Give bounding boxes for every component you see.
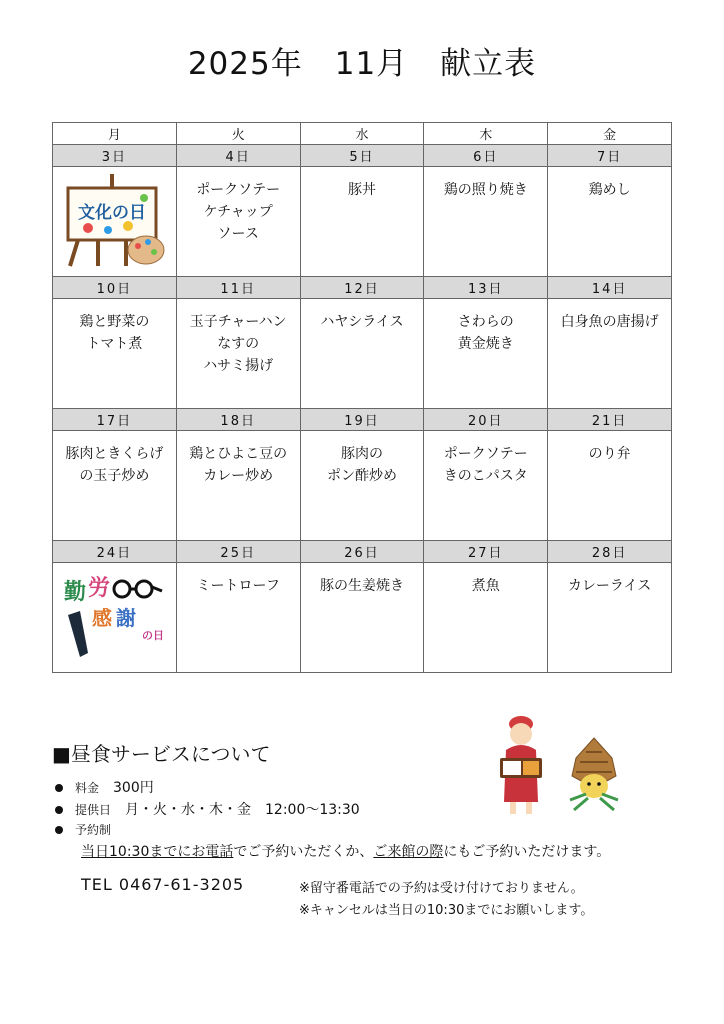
- reservation-visit: ご来館の際: [373, 844, 444, 860]
- days-label: 提供日: [75, 803, 112, 817]
- date-cell: 20日: [424, 409, 548, 431]
- menu-table: [52, 122, 672, 673]
- date-row-week4: [53, 541, 672, 563]
- meal-cell: ポークソテー きのこパスタ: [424, 431, 548, 541]
- date-cell: 6日: [424, 145, 548, 167]
- fee-value: 300円: [113, 780, 154, 796]
- reservation-text-end: にもご予約いただけます。: [443, 844, 611, 860]
- date-cell: 10日: [53, 277, 177, 299]
- meal-cell: 鶏の照り焼き: [424, 167, 548, 277]
- easel-palette-icon: [58, 168, 170, 268]
- waitress-with-bento-icon: [494, 710, 548, 816]
- weekday-mon: 月: [53, 123, 177, 145]
- date-cell: 26日: [300, 541, 424, 563]
- svg-text:労: 労: [88, 576, 111, 601]
- weekday-thu: 木: [424, 123, 548, 145]
- meal-cell: 豚肉ときくらげ の玉子炒め: [53, 431, 177, 541]
- weekday-wed: 水: [300, 123, 424, 145]
- meal-cell: 鶏めし: [548, 167, 672, 277]
- meal-cell: 鶏とひよこ豆の カレー炒め: [176, 431, 300, 541]
- bullet: [55, 784, 63, 792]
- meal-row-week2: [53, 299, 672, 409]
- meal-cell: ハヤシライス: [300, 299, 424, 409]
- days-line: [55, 799, 360, 819]
- phone-number: TEL 0467-61-3205: [81, 875, 245, 894]
- glasses-tie-icon: [58, 569, 170, 659]
- date-row-week2: [53, 277, 672, 299]
- svg-text:文化の日: 文化の日: [78, 203, 147, 223]
- date-cell: 14日: [548, 277, 672, 299]
- date-cell: 12日: [300, 277, 424, 299]
- date-cell: 4日: [176, 145, 300, 167]
- kinro-kansha-no-hi-illustration: [53, 563, 177, 673]
- cancel-note: ※キャンセルは当日の10:30までにお願いします。: [299, 903, 594, 918]
- date-cell: 13日: [424, 277, 548, 299]
- date-cell: 18日: [176, 409, 300, 431]
- date-row-week1: [53, 145, 672, 167]
- meal-cell: のり弁: [548, 431, 672, 541]
- meal-row-week1: [53, 167, 672, 277]
- date-cell: 27日: [424, 541, 548, 563]
- reservation-phone-deadline: 当日10:30までにお電話: [81, 844, 234, 860]
- weekday-header-row: [53, 123, 672, 145]
- date-cell: 11日: [176, 277, 300, 299]
- meal-cell: 玉子チャーハン なすの ハサミ揚げ: [176, 299, 300, 409]
- meal-cell: カレーライス: [548, 563, 672, 673]
- date-cell: 7日: [548, 145, 672, 167]
- bullet: [55, 806, 63, 814]
- reservation-text: でご予約いただくか、: [233, 844, 374, 860]
- meal-cell: 豚丼: [300, 167, 424, 277]
- meal-row-week4: [53, 563, 672, 673]
- date-cell: 17日: [53, 409, 177, 431]
- days-value: 月・火・水・木・金 12:00～13:30: [125, 802, 360, 818]
- meal-row-week3: [53, 431, 672, 541]
- date-cell: 28日: [548, 541, 672, 563]
- meal-cell: 白身魚の唐揚げ: [548, 299, 672, 409]
- fee-label: 料金: [75, 781, 100, 795]
- fee-line: [55, 777, 154, 797]
- page-title: 2025年 11月 献立表: [187, 46, 537, 82]
- date-cell: 5日: [300, 145, 424, 167]
- meal-cell: ミートローフ: [176, 563, 300, 673]
- date-cell: 3日: [53, 145, 177, 167]
- weekday-tue: 火: [176, 123, 300, 145]
- meal-cell: 豚の生姜焼き: [300, 563, 424, 673]
- reservation-line: [55, 821, 125, 838]
- date-row-week3: [53, 409, 672, 431]
- date-cell: 24日: [53, 541, 177, 563]
- reservation-note: [81, 841, 610, 861]
- weekday-fri: 金: [548, 123, 672, 145]
- date-cell: 19日: [300, 409, 424, 431]
- meal-cell: さわらの 黄金焼き: [424, 299, 548, 409]
- meal-cell: 煮魚: [424, 563, 548, 673]
- svg-text:感: 感: [92, 606, 113, 630]
- meal-cell: 豚肉の ポン酢炒め: [300, 431, 424, 541]
- date-cell: 25日: [176, 541, 300, 563]
- meal-cell: ポークソテー ケチャップ ソース: [176, 167, 300, 277]
- bunka-no-hi-illustration: [53, 167, 177, 277]
- lunch-service-heading: ■昼食サービスについて: [52, 742, 271, 766]
- svg-text:謝: 謝: [116, 606, 137, 630]
- answering-machine-note: ※留守番電話での予約は受け付けておりません。: [299, 881, 584, 896]
- meal-cell: 鶏と野菜の トマト煮: [53, 299, 177, 409]
- date-cell: 21日: [548, 409, 672, 431]
- pinecone-mascot-icon: [566, 736, 622, 816]
- svg-text:の日: の日: [142, 629, 165, 642]
- svg-text:勤: 勤: [64, 580, 87, 605]
- reservation-label: 予約制: [75, 823, 112, 837]
- bullet: [55, 826, 63, 834]
